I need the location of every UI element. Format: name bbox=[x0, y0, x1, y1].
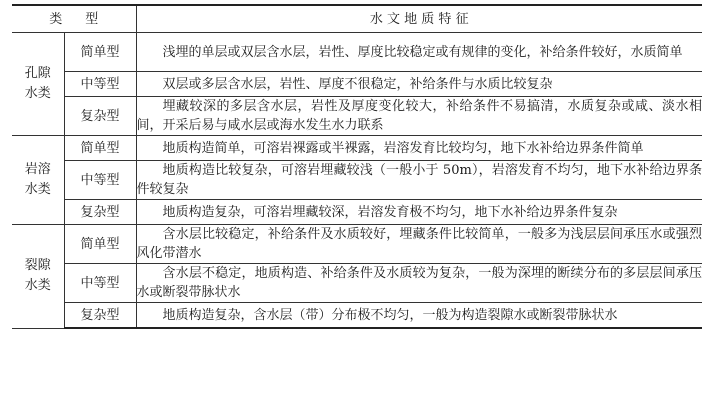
subtype-cell: 复杂型 bbox=[64, 200, 136, 225]
description-cell: 地质构造复杂，可溶岩埋藏较深，岩溶发育极不均匀，地下水补给边界条件复杂 bbox=[136, 200, 702, 225]
category-pore-water: 孔隙 水类 bbox=[12, 33, 64, 136]
description-cell: 双层或多层含水层，岩性、厚度不很稳定，补给条件与水质比较复杂 bbox=[136, 72, 702, 97]
subtype-cell: 简单型 bbox=[64, 136, 136, 161]
subtype-cell: 复杂型 bbox=[64, 303, 136, 329]
subtype-cell: 中等型 bbox=[64, 72, 136, 97]
category-fissure-water: 裂隙 水类 bbox=[12, 225, 64, 329]
subtype-cell: 中等型 bbox=[64, 264, 136, 303]
description-cell: 地质构造复杂，含水层（带）分布极不均匀，一般为构造裂隙水或断裂带脉状水 bbox=[136, 303, 702, 329]
description-cell: 含水层不稳定，地质构造、补给条件及水质较为复杂，一般为深埋的断续分布的多层层间承压水或断裂带脉状水 bbox=[136, 264, 702, 303]
description-cell: 浅埋的单层或双层含水层，岩性、厚度比较稳定或有规律的变化，补给条件较好，水质简单 bbox=[136, 33, 702, 72]
table-row bbox=[12, 97, 702, 136]
hydrogeology-type-table bbox=[12, 4, 702, 329]
header-row bbox=[12, 5, 702, 33]
description-cell: 地质构造比较复杂，可溶岩埋藏较浅（一般小于 50m），岩溶发育不均匀，地下水补给边界条件较复杂 bbox=[136, 161, 702, 200]
subtype-cell: 简单型 bbox=[64, 225, 136, 264]
description-cell: 地质构造简单，可溶岩裸露或半裸露，岩溶发育比较均匀，地下水补给边界条件简单 bbox=[136, 136, 702, 161]
table-row bbox=[12, 72, 702, 97]
header-feature: 水 文 地 质 特 征 bbox=[136, 5, 702, 33]
header-type-char: 型 bbox=[85, 11, 99, 27]
table-row bbox=[12, 33, 702, 72]
description-cell: 埋藏较深的多层含水层，岩性及厚度变化较大，补给条件不易搞清，水质复杂或咸、淡水相间，开采后易与咸水层或海水发生水力联系 bbox=[136, 97, 702, 136]
table-row bbox=[12, 225, 702, 264]
header-type bbox=[12, 5, 136, 33]
table-row bbox=[12, 303, 702, 329]
header-type-char: 类 bbox=[49, 11, 63, 27]
table-row bbox=[12, 161, 702, 200]
subtype-cell: 中等型 bbox=[64, 161, 136, 200]
subtype-cell: 简单型 bbox=[64, 33, 136, 72]
description-cell: 含水层比较稳定，补给条件及水质较好，埋藏条件比较简单，一般多为浅层层间承压水或强烈风化带潜水 bbox=[136, 225, 702, 264]
subtype-cell: 复杂型 bbox=[64, 97, 136, 136]
table-row bbox=[12, 264, 702, 303]
category-karst-water: 岩溶 水类 bbox=[12, 136, 64, 225]
table-row bbox=[12, 200, 702, 225]
table-row bbox=[12, 136, 702, 161]
